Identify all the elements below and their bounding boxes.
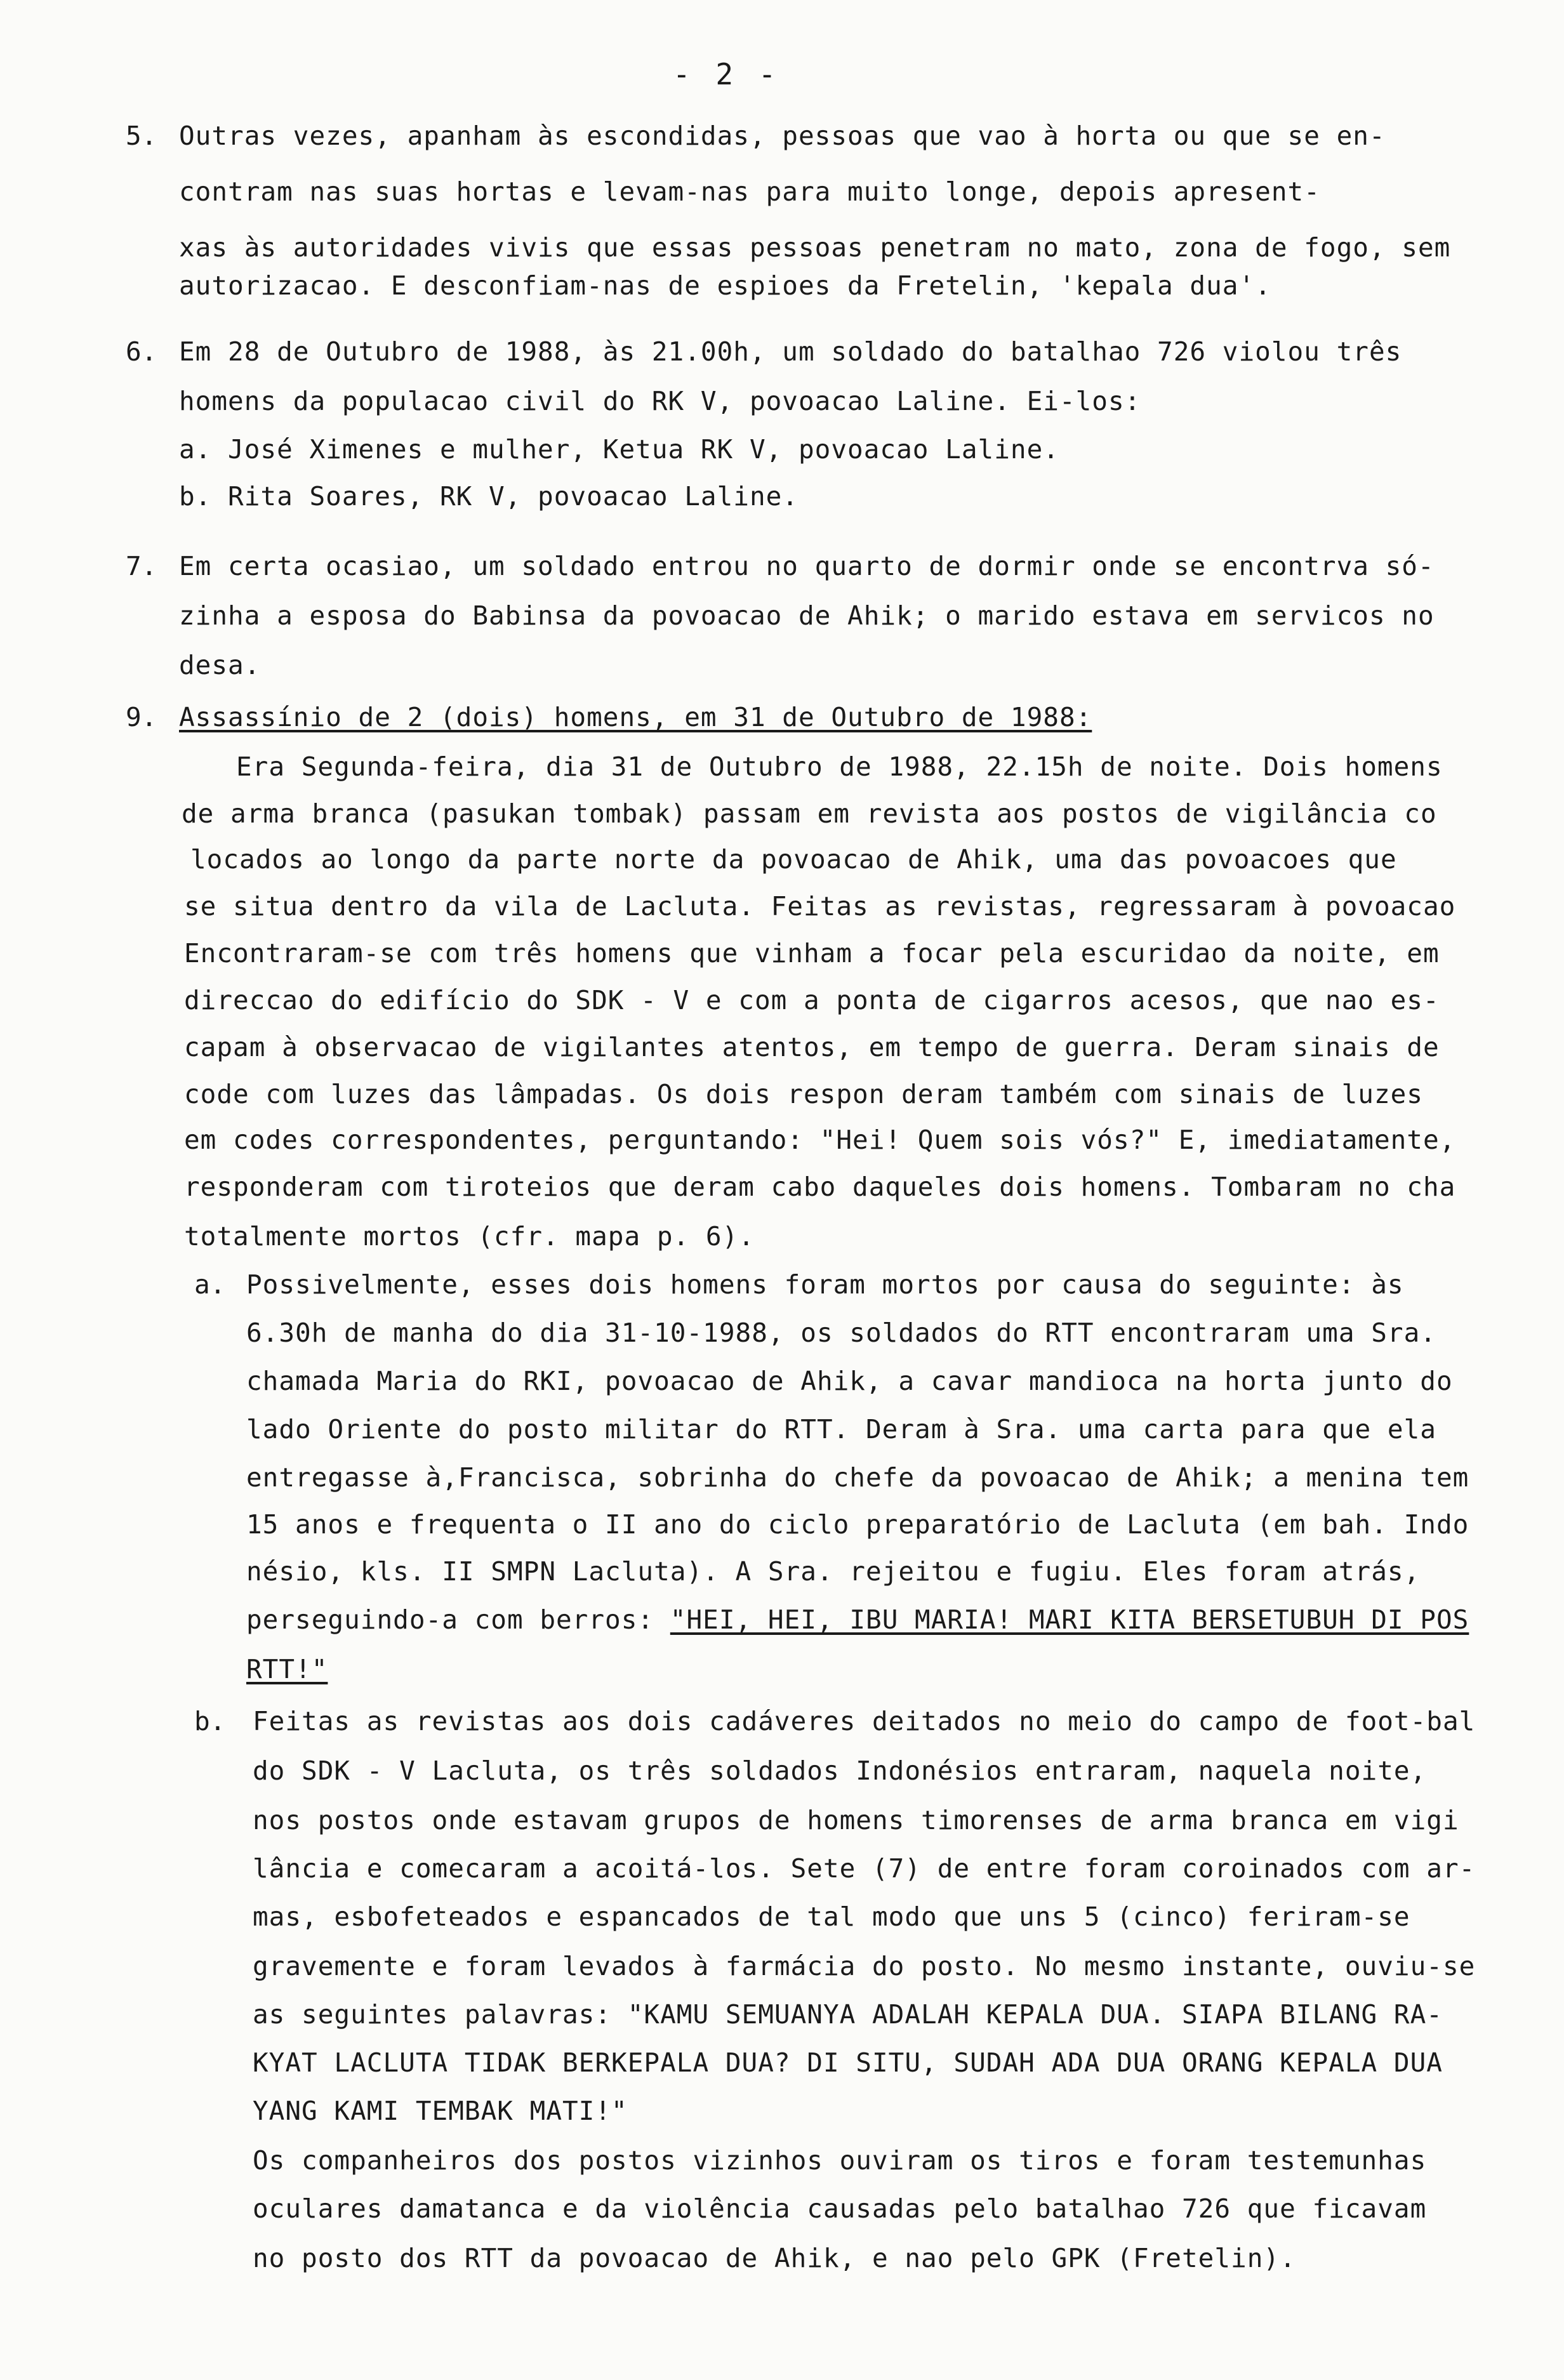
paragraph-line: as seguintes palavras: "KAMU SEMUANYA ADALAH KEPALA DUA. SIAPA BILANG RA- (253, 1999, 1443, 2030)
paragraph-line: Era Segunda-feira, dia 31 de Outubro de 1988, 22.15h de noite. Dois homens (236, 751, 1443, 782)
item-number: 6. (126, 336, 157, 367)
paragraph-line: 6.30h de manha do dia 31-10-1988, os soldados do RTT encontraram uma Sra. (246, 1318, 1436, 1348)
paragraph-line: nos postos onde estavam grupos de homens timorenses de arma branca em vigi (253, 1805, 1459, 1835)
paragraph-line: autorizacao. E desconfiam-nas de espioes da Fretelin, 'kepala dua'. (179, 270, 1271, 301)
section-heading: Assassínio de 2 (dois) homens, em 31 de Outubro de 1988: (179, 702, 1092, 732)
paragraph-line: Em 28 de Outubro de 1988, às 21.00h, um soldado do batalhao 726 violou três (179, 336, 1402, 367)
paragraph-line: capam à observacao de vigilantes atentos, em tempo de guerra. Deram sinais de (184, 1032, 1440, 1062)
sub-item-label: a. (194, 1269, 226, 1300)
paragraph-line: oculares damatanca e da violência causadas pelo batalhao 726 que ficavam (253, 2193, 1427, 2224)
paragraph-line: do SDK - V Lacluta, os três soldados Indonésios entraram, naquela noite, (253, 1755, 1427, 1786)
paragraph-line: Feitas as revistas aos dois cadáveres deitados no meio do campo de foot-bal (253, 1706, 1476, 1736)
paragraph-line: 15 anos e frequenta o II ano do ciclo preparatório de Lacluta (em bah. Indo (246, 1509, 1469, 1540)
paragraph-line: contram nas suas hortas e levam-nas para muito longe, depois apresent- (179, 176, 1320, 207)
paragraph-line: se situa dentro da vila de Lacluta. Feitas as revistas, regressaram à povoacao (184, 891, 1456, 922)
paragraph-line: de arma branca (pasukan tombak) passam em revista aos postos de vigilância co (182, 798, 1437, 829)
paragraph-line: gravemente e foram levados à farmácia do posto. No mesmo instante, ouviu-se (253, 1951, 1476, 1981)
paragraph-line: Os companheiros dos postos vizinhos ouviram os tiros e foram testemunhas (253, 2145, 1427, 2176)
paragraph-line: b. Rita Soares, RK V, povoacao Laline. (179, 481, 799, 512)
paragraph-line: totalmente mortos (cfr. mapa p. 6). (184, 1221, 755, 1252)
sub-item-label: b. (194, 1706, 226, 1736)
paragraph-line: KYAT LACLUTA TIDAK BERKEPALA DUA? DI SITU, SUDAH ADA DUA ORANG KEPALA DUA (253, 2047, 1443, 2078)
paragraph-line: direccao do edifício do SDK - V e com a ponta de cigarros acesos, que nao es- (184, 985, 1440, 1015)
paragraph-line: lado Oriente do posto militar do RTT. Deram à Sra. uma carta para que ela (246, 1414, 1436, 1445)
item-number: 5. (126, 121, 157, 151)
item-number: 9. (126, 702, 157, 732)
paragraph-line: nésio, kls. II SMPN Lacluta). A Sra. rejeitou e fugiu. Eles foram atrás, (246, 1556, 1421, 1587)
paragraph-line: a. José Ximenes e mulher, Ketua RK V, povoacao Laline. (179, 434, 1059, 465)
paragraph-line: Possivelmente, esses dois homens foram mortos por causa do seguinte: às (246, 1269, 1404, 1300)
paragraph-line (246, 1604, 1469, 1635)
paragraph-line: code com luzes das lâmpadas. Os dois respon deram também com sinais de luzes (184, 1079, 1423, 1109)
paragraph-line: mas, esbofeteados e espancados de tal modo que uns 5 (cinco) feriram-se (253, 1901, 1410, 1932)
page-number: - 2 - (673, 57, 780, 91)
paragraph-line: homens da populacao civil do RK V, povoacao Laline. Ei-los: (179, 386, 1141, 416)
paragraph-line: YANG KAMI TEMBAK MATI!" (253, 2096, 628, 2126)
paragraph-line: chamada Maria do RKI, povoacao de Ahik, a cavar mandioca na horta junto do (246, 1366, 1453, 1396)
quote-end: RTT!" (246, 1654, 328, 1684)
paragraph-line: Em certa ocasiao, um soldado entrou no quarto de dormir onde se encontrva só- (179, 551, 1435, 581)
paragraph-line: lância e comecaram a acoitá-los. Sete (7) de entre foram coroinados com ar- (253, 1853, 1476, 1884)
item-number: 7. (126, 551, 157, 581)
paragraph-line: Encontraram-se com três homens que vinham a focar pela escuridao da noite, em (184, 938, 1440, 969)
paragraph-line: xas às autoridades vivis que essas pessoas penetram no mato, zona de fogo, sem (179, 232, 1451, 263)
paragraph-line: responderam com tiroteios que deram cabo daqueles dois homens. Tombaram no cha (184, 1172, 1456, 1202)
paragraph-line: no posto dos RTT da povoacao de Ahik, e nao pelo GPK (Fretelin). (253, 2243, 1296, 2273)
paragraph-line: em codes correspondentes, perguntando: "Hei! Quem sois vós?" E, imediatamente, (184, 1125, 1456, 1155)
paragraph-line: Outras vezes, apanham às escondidas, pessoas que vao à horta ou que se en- (179, 121, 1386, 151)
quote-underlined: "HEI, HEI, IBU MARIA! MARI KITA BERSETUBUH DI POS (670, 1604, 1469, 1635)
paragraph-line: entregasse à,Francisca, sobrinha do chefe da povoacao de Ahik; a menina tem (246, 1462, 1469, 1493)
quote-intro: perseguindo-a com berros: (246, 1604, 670, 1635)
paragraph-line: locados ao longo da parte norte da povoacao de Ahik, uma das povoacoes que (190, 844, 1397, 875)
paragraph-line: zinha a esposa do Babinsa da povoacao de Ahik; o marido estava em servicos no (179, 600, 1435, 631)
paragraph-line: desa. (179, 650, 261, 680)
